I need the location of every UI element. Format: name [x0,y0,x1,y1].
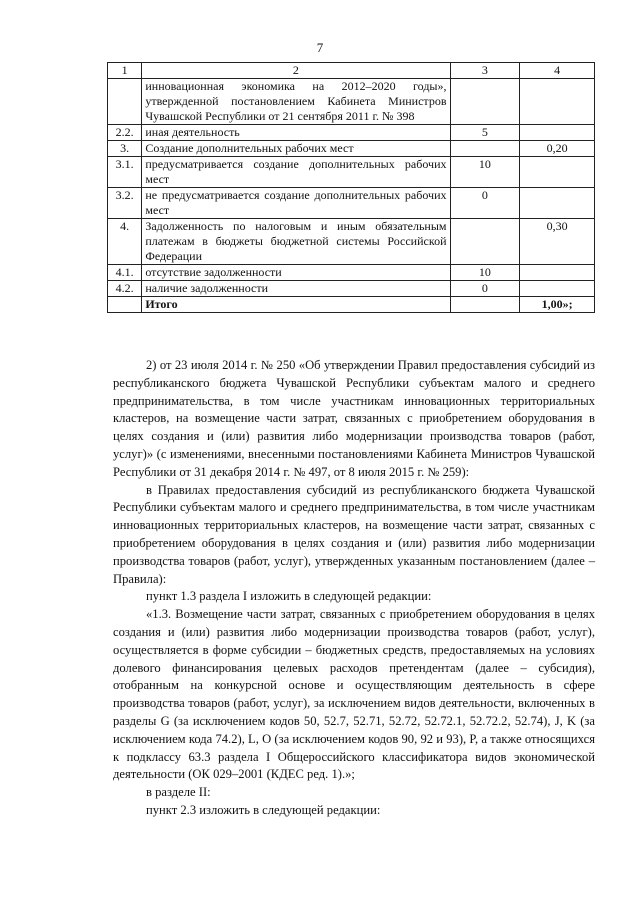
row-points: 0 [450,188,520,219]
paragraph-section-2: в разделе II: [146,785,211,800]
row-number [108,79,142,125]
table-row [108,125,595,141]
row-points [450,141,520,157]
row-text: инновационная экономика на 2012–2020 годы», утвержденной постановлением Кабинета Министров Чувашской Республики от 21 сентября 2011 г. № 398 [142,79,450,125]
row-weight: 0,20 [520,141,595,157]
row-weight [520,157,595,188]
row-text: Создание дополнительных рабочих мест [142,141,450,157]
row-number: 4. [108,219,142,265]
row-number: 4.2. [108,281,142,297]
row-points [450,79,520,125]
row-points: 0 [450,281,520,297]
total-label: Итого [142,297,450,313]
row-number: 3. [108,141,142,157]
paragraph-clause-1-3-intro: пункт 1.3 раздела I изложить в следующей редакции: [146,589,432,604]
page-number: 7 [316,40,324,55]
header-cell-3: 3 [450,63,520,79]
row-weight [520,79,595,125]
row-weight [520,125,595,141]
row-text: предусматривается создание дополнительных рабочих мест [142,157,450,188]
table-total-row [108,297,595,313]
paragraph-clause-1-3-text: «1.3. Возмещение части затрат, связанных с приобретением оборудования в целях создания и (или) развития либо модернизации производства товаров (работ, услуг), осуществляется в форме субсидии – бюджетных средств, предоставляемых на условиях долевого финансирования целевых расходов претендентам (далее – субсидия), отобранным на конкурсной основе и осуществляющим деятельность в сфере производства товаров (работ, услуг), за исключением видов деятельности, включенных в разделы G (за исключением кодов 50, 52.7, 52.71, 52.72, 52.72.1, 52.72.2, 52.74), J, K (за исключением кода 74.2), L, O (за исключением кодов 90, 92 и 93), P, а также относящихся к подклассу 63.3 раздела I Общероссийского классификатора видов экономической деятельности (ОК 029–2001 (КДЕС ред. 1).»; [113,607,595,782]
row-weight [520,281,595,297]
table-row [108,141,595,157]
header-cell-2: 2 [142,63,450,79]
row-text: наличие задолженности [142,281,450,297]
row-number: 3.1. [108,157,142,188]
table-row [108,188,595,219]
table-row [108,79,595,125]
row-number: 3.2. [108,188,142,219]
table-header-row [108,63,595,79]
header-cell-4: 4 [520,63,595,79]
row-number: 4.1. [108,265,142,281]
row-points: 5 [450,125,520,141]
table-row [108,157,595,188]
body-text [113,357,595,820]
row-text: не предусматривается создание дополнительных рабочих мест [142,188,450,219]
row-text: отсутствие задолженности [142,265,450,281]
paragraph-amendment-2: 2) от 23 июля 2014 г. № 250 «Об утверждении Правил предоставления субсидий из республиканского бюджета Чувашской Республики субъектам малого и среднего предпринимательства, в том числе участникам инновационных территориальных кластеров, на возмещение части затрат, связанных с приобретением оборудования в целях создания и (или) развития либо модернизации производства товаров (работ, услуг)» (с изменениями, внесенными постановлениями Кабинета Министров Чувашской Республики от 31 декабря 2014 г. № 497, от 8 июля 2015 г. № 259): [113,358,595,479]
paragraph-clause-2-3-intro: пункт 2.3 изложить в следующей редакции: [146,802,381,817]
row-number: 2.2. [108,125,142,141]
row-weight [520,188,595,219]
row-text: Задолженность по налоговым и иным обязательным платежам в бюджеты бюджетной системы Российской Федерации [142,219,450,265]
row-weight: 0,30 [520,219,595,265]
table-row [108,265,595,281]
row-text: иная деятельность [142,125,450,141]
row-points [450,219,520,265]
header-cell-1: 1 [108,63,142,79]
total-points-cell [450,297,520,313]
row-weight [520,265,595,281]
total-number-cell [108,297,142,313]
paragraph-rules-intro: в Правилах предоставления субсидий из республиканского бюджета Чувашской Республики субъектам малого и среднего предпринимательства, в том числе участникам инновационных территориальных кластеров, на возмещение части затрат, связанных с приобретением оборудования в целях создания и (или) развития либо модернизации производства товаров (работ, услуг), утвержденных указанным постановлением (далее – Правила): [113,482,595,586]
criteria-table [107,62,595,313]
row-points: 10 [450,157,520,188]
table-row [108,281,595,297]
row-points: 10 [450,265,520,281]
total-value: 1,00»; [520,297,595,313]
table-row [108,219,595,265]
